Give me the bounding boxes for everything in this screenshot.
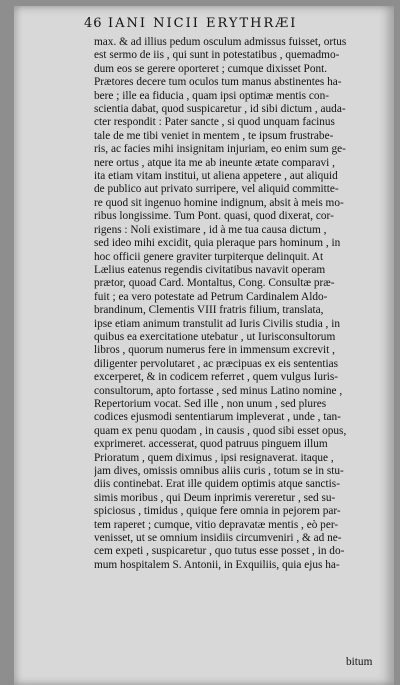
text-line: jam dives, omissis omnibus aliis curis , totum se in stu-	[94, 465, 344, 477]
text-line: sed ideo mihi excidit, quia pleraque pars hominum , in	[94, 237, 341, 250]
text-line: diligenter pervolutaret , ac præcipuas ex eis sententias	[94, 357, 339, 370]
text-line: cter respondit : Pater sancte , si quod unquam facinus	[94, 116, 335, 129]
text-line: ribus longissime. Tum Pont. quasi, quod dixerat, cor-	[94, 210, 334, 223]
text-line: Lælius eatenus regendis civitatibus navavit operam	[94, 263, 326, 276]
text-line: nere ortus , atque ita me ab ineunte ætate comparavi ,	[94, 156, 335, 169]
text-line: libros , quorum numerus fere in immensum excrevit ,	[94, 344, 335, 357]
text-line: Prætores decere tum oculos tum manus abstinentes ha-	[94, 76, 342, 89]
book-page	[14, 6, 394, 685]
text-line: simis moribus , qui Deum inprimis vereretur , sed su-	[94, 491, 336, 504]
text-line: codices ejusmodi sententiarum impleverat , unde , tan-	[94, 411, 341, 424]
body-text	[94, 36, 384, 572]
text-line: venisset, ut se omnium insidiis circumveniri , & ad ne-	[94, 532, 342, 545]
text-line: est sermo de iis , qui sunt in potestatibus , quemadmo-	[94, 49, 340, 62]
text-line: re quod sit ingenuo homine indignum, absit à meis mo-	[94, 196, 344, 209]
text-line: scientia dabat, quod suspicaretur , id sibi dictum , auda-	[94, 103, 346, 116]
text-line: dum eos se gerere oporteret ; cumque dixisset Pont.	[94, 62, 328, 75]
page-header	[84, 16, 384, 34]
text-line: quibus ea exercitatione utebatur , ut Iurisconsultorum	[94, 330, 336, 343]
text-line: prætor, quoad Card. Montaltus, Cong. Consultæ præ-	[94, 277, 335, 290]
text-line: Prioratum , quem diximus , ipsi resignaverat. itaque ,	[94, 451, 334, 464]
text-line: spiciosus , timidus , quique fere omnia in pejorem par-	[94, 505, 341, 518]
text-line: tale de me tibi veniet in mentem , te ipsum frustrabe-	[94, 129, 334, 142]
text-line: diis continebat. Erat ille quidem optimis atque sanctis-	[94, 478, 340, 491]
text-line: ipse etiam animum transtulit ad Iuris Civilis studia , in	[94, 317, 340, 330]
text-line: tem raperet ; cumque, vitio depravatæ mentis , eò per-	[94, 518, 339, 531]
text-line: mum hospitalem S. Antonii, in Exquiliis, quia ejus ha-	[94, 558, 340, 571]
text-line: Repertorium vocat. Sed ille , non unum , sed plures	[94, 397, 327, 410]
text-line: fuit ; ea vero potestate ad Petrum Cardinalem Aldo-	[94, 290, 328, 303]
text-line: max. & ad illius pedum osculum admissus fuisset, ortus	[94, 36, 347, 48]
text-line: ris, ac facies mihi insignitam injuriam, eo enim sum ge-	[94, 143, 346, 156]
text-line: excerperet, & in codicem referret , quem vulgus Iuris-	[94, 371, 339, 384]
running-title: IANI NICII ERYTHRÆI	[108, 16, 298, 31]
text-line: de publico aut privato surripere, vel aliquid committe-	[94, 183, 339, 196]
text-line: cem expeti , suspicaretur , quo tutus esse posset , in do-	[94, 545, 345, 558]
text-line: quam ex penu quodam , in causis , quod sibi esset opus,	[94, 424, 347, 437]
text-line: hoc officii genere graviter turpiterque delinquit. At	[94, 250, 324, 263]
text-line: exprimeret. accesserat, quod patruus pinguem illum	[94, 438, 328, 451]
text-line: ita etiam vitam institui, ut aliena appetere , aut aliquid	[94, 170, 338, 183]
text-line: bere ; ille ea fiducia , quam ipsi optimæ mentis con-	[94, 89, 329, 102]
text-line: consultorum, apto fortasse , sed minus Latino nomine ,	[94, 384, 343, 397]
text-line: rigens : Noli existimare , id à me tua causa dictum ,	[94, 223, 327, 236]
text-line: brandinum, Clementis VIII fratris filium, translata,	[94, 304, 324, 317]
catchword: bitum	[346, 656, 373, 668]
page-number: 46	[84, 16, 103, 31]
